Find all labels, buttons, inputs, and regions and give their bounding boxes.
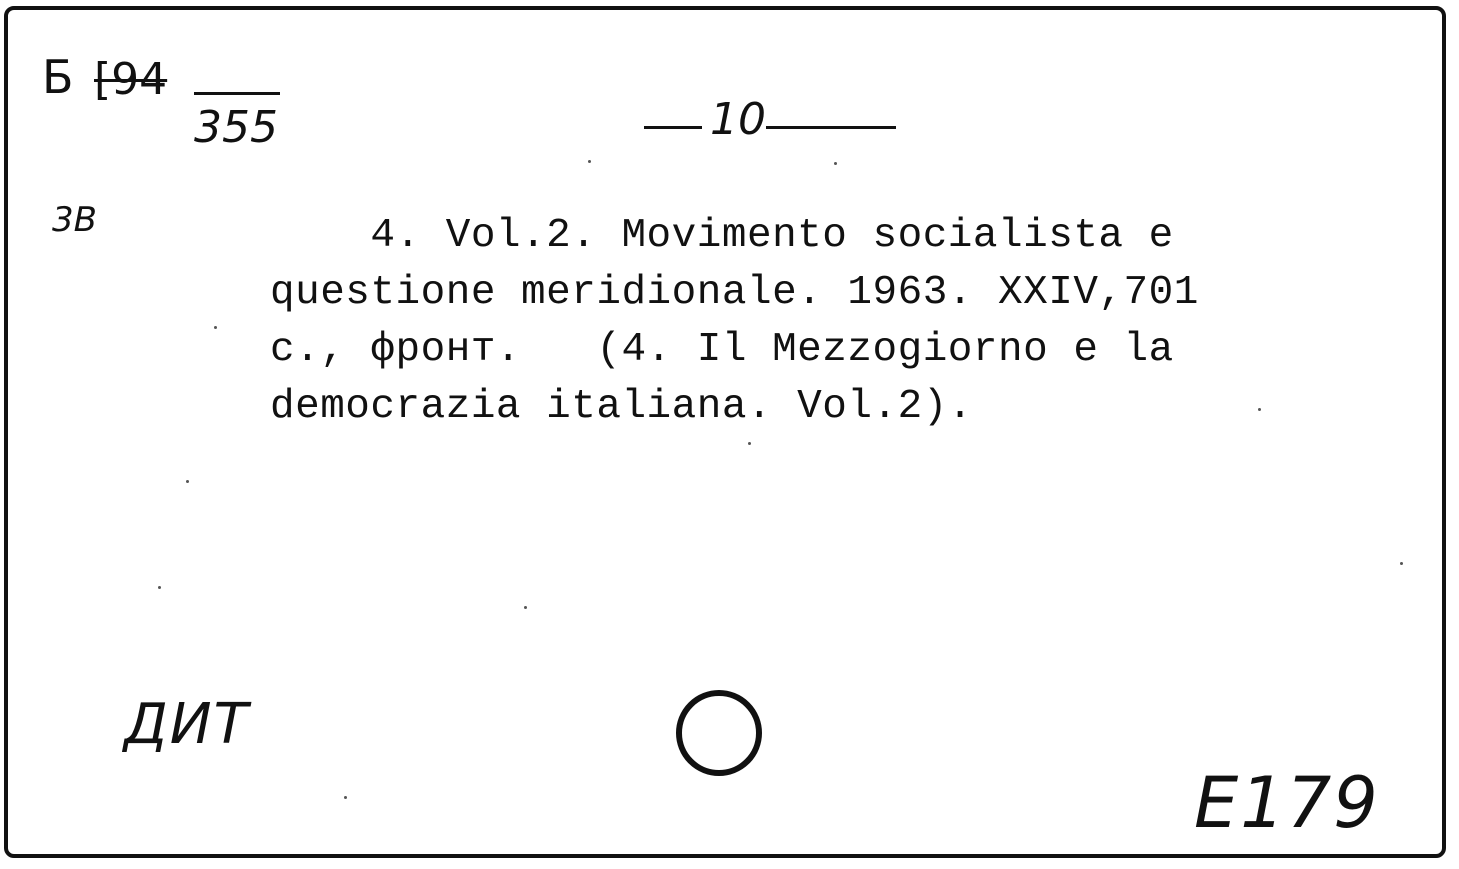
shelf-mark-fraction-line bbox=[194, 92, 280, 95]
shelf-mark-number: 355 bbox=[194, 102, 278, 153]
speck bbox=[344, 796, 347, 799]
entry-line: c., фронт. (4. Il Mezzogiorno e la bbox=[270, 327, 1174, 373]
inventory-number: Е179 bbox=[1194, 762, 1380, 844]
shelf-mark-prefix: Б bbox=[42, 50, 74, 104]
page-number-value: 10 bbox=[710, 94, 766, 145]
speck bbox=[524, 606, 527, 609]
speck bbox=[834, 162, 837, 165]
entry-line: democrazia italiana. Vol.2). bbox=[270, 384, 973, 430]
handwritten-mark: ДИТ bbox=[124, 692, 250, 757]
speck bbox=[588, 160, 591, 163]
catalog-code: 3В bbox=[52, 200, 97, 240]
speck bbox=[1400, 562, 1403, 565]
page-number-dash-left bbox=[644, 126, 702, 129]
speck bbox=[186, 480, 189, 483]
speck bbox=[1258, 408, 1261, 411]
entry-line: questione meridionale. 1963. XXIV,701 bbox=[270, 270, 1199, 316]
page-number bbox=[644, 94, 904, 150]
catalog-card bbox=[4, 6, 1446, 858]
bibliographic-entry bbox=[270, 208, 1410, 436]
entry-line: 4. Vol.2. Movimento socialista e bbox=[270, 213, 1174, 259]
speck bbox=[158, 586, 161, 589]
speck bbox=[214, 326, 217, 329]
shelf-mark-crossed-out: [94 bbox=[94, 54, 168, 105]
page-number-dash-right bbox=[766, 126, 896, 129]
punch-hole bbox=[676, 690, 762, 776]
speck bbox=[748, 442, 751, 445]
